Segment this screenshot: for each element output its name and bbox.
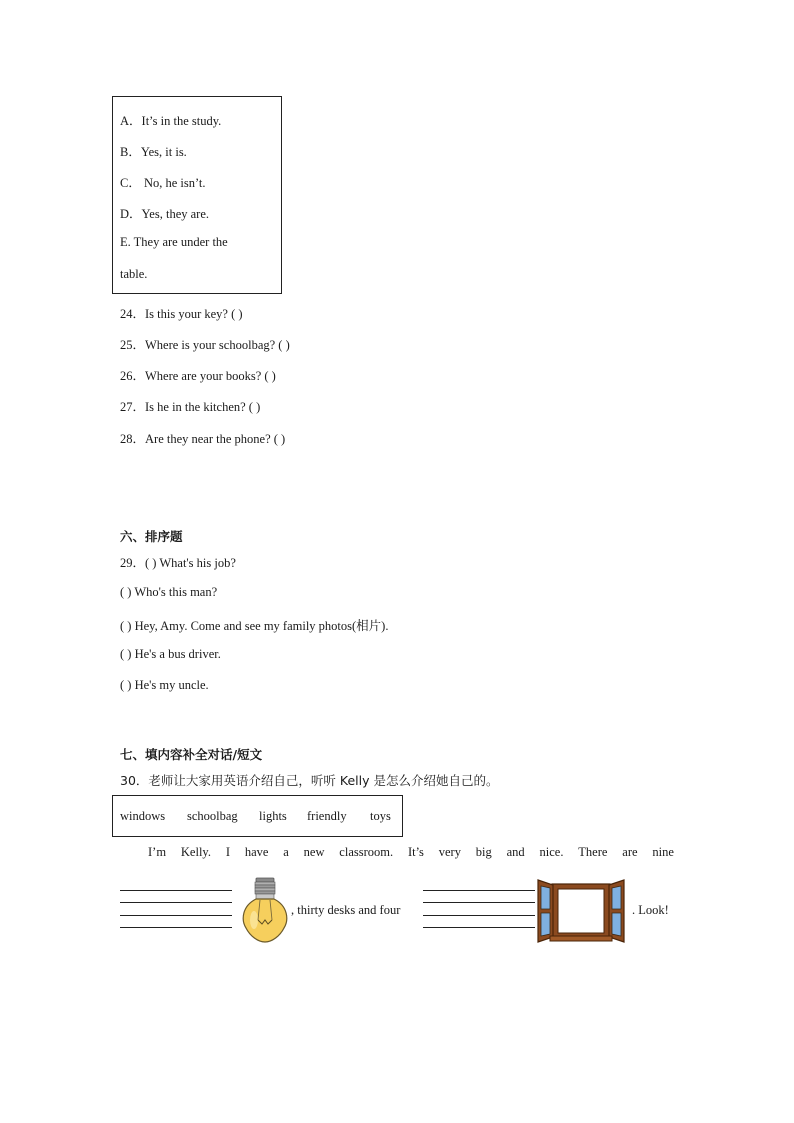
word-schoolbag: schoolbag — [187, 809, 238, 823]
option-d: D．Yes, they are. — [120, 207, 209, 221]
question-30: 30．老师让大家用英语介绍自己，听听 Kelly 是怎么介绍她自己的。 — [120, 773, 499, 788]
option-b: B．Yes, it is. — [120, 145, 187, 159]
answer-blank-1-line-3[interactable] — [120, 915, 232, 916]
passage-word: new — [303, 845, 325, 859]
answer-blank-2-line-3[interactable] — [423, 915, 535, 916]
answer-blank-2-line-1[interactable] — [423, 890, 535, 891]
word-bank — [112, 795, 403, 837]
passage-word: I’m — [148, 845, 167, 859]
section-7-title: 七、填内容补全对话/短文 — [120, 747, 263, 762]
option-e: E. They are under the — [120, 235, 228, 249]
word-lights: lights — [259, 809, 287, 823]
passage-end-text: . Look! — [632, 903, 669, 917]
passage-word: have — [244, 845, 269, 859]
answer-blank-2-line-4[interactable] — [423, 927, 535, 928]
question-27: 27．Is he in the kitchen? ( ) — [120, 400, 261, 414]
passage-word: a — [283, 845, 289, 859]
passage-word: It’s — [407, 845, 424, 859]
passage-word: Kelly. — [180, 845, 211, 859]
passage-word: are — [622, 845, 638, 859]
question-28: 28．Are they near the phone? ( ) — [120, 432, 286, 446]
order-line-5: ( ) He's my uncle. — [120, 678, 209, 692]
answer-blank-1-line-1[interactable] — [120, 890, 232, 891]
order-line-3: ( ) Hey, Amy. Come and see my family photos(相片). — [120, 619, 389, 633]
passage-word: I — [225, 845, 230, 859]
word-toys: toys — [370, 809, 391, 823]
passage-mid-text: , thirty desks and four — [291, 903, 401, 917]
word-windows: windows — [120, 809, 166, 823]
order-line-4: ( ) He's a bus driver. — [120, 647, 221, 661]
window-icon — [536, 878, 626, 944]
passage-word: nine — [652, 845, 674, 859]
option-e-continued: table. — [120, 267, 148, 281]
option-c: C． No, he isn’t. — [120, 176, 206, 190]
passage-word: nice. — [539, 845, 564, 859]
light-bulb-icon — [238, 876, 292, 944]
passage-word: big — [475, 845, 492, 859]
passage-word: very — [438, 845, 461, 859]
order-line-1: 29．( ) What's his job? — [120, 556, 236, 570]
question-26: 26．Where are your books? ( ) — [120, 369, 276, 383]
answer-blank-2-line-2[interactable] — [423, 902, 535, 903]
word-friendly: friendly — [307, 809, 347, 823]
passage-line-1 — [148, 845, 674, 860]
passage-word: There — [578, 845, 608, 859]
options-box — [112, 96, 282, 294]
passage-word: classroom. — [339, 845, 394, 859]
section-6-title: 六、排序题 — [120, 529, 183, 544]
question-25: 25．Where is your schoolbag? ( ) — [120, 338, 290, 352]
answer-blank-1-line-2[interactable] — [120, 902, 232, 903]
answer-blank-1-line-4[interactable] — [120, 927, 232, 928]
order-line-2: ( ) Who's this man? — [120, 585, 218, 599]
question-24: 24．Is this your key? ( ) — [120, 307, 243, 321]
option-a: A．It’s in the study. — [120, 114, 222, 128]
passage-word: and — [506, 845, 525, 859]
